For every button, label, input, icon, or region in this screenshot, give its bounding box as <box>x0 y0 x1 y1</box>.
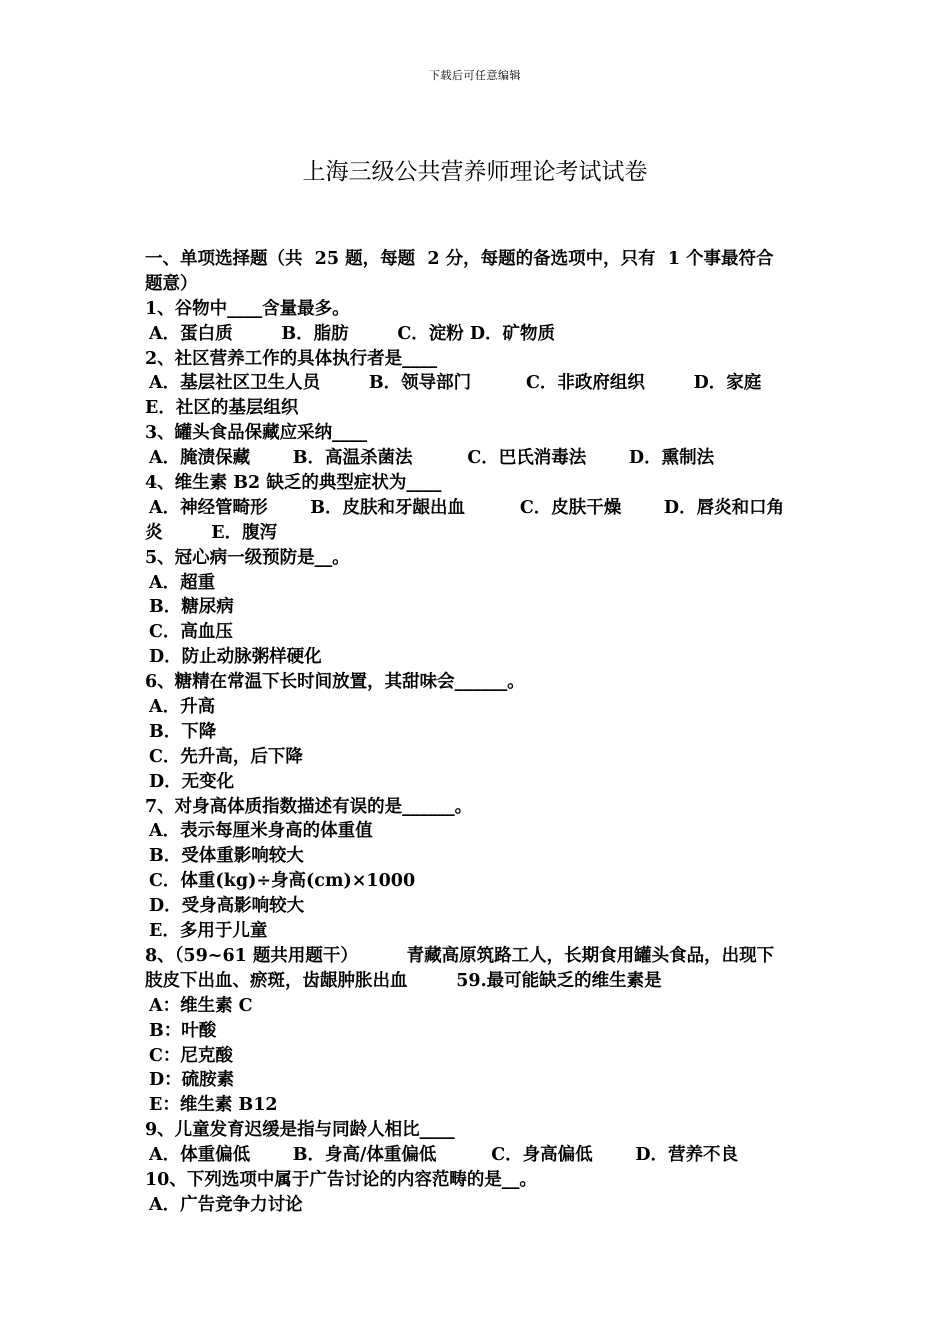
text-line: A．表示每厘米身高的体重值 <box>149 821 373 842</box>
text-line: 一、单项选择题（共 25 题，每题 2 分，每题的备选项中，只有 1 个事最符合 <box>145 249 774 269</box>
text-line: E：维生素 B12 <box>149 1095 278 1116</box>
text-line: 炎 E．腹泻 <box>145 522 278 543</box>
text-line: A．蛋白质 B．脂肪 C．淀粉 D．矿物质 <box>149 323 556 344</box>
text-line: 2、社区营养工作的具体执行者是____ <box>145 348 438 369</box>
text-line: B．下降 <box>149 721 217 742</box>
text-line: D．无变化 <box>149 771 235 792</box>
text-line: A．体重偏低 B．身高/体重偏低 C．身高偏低 D．营养不良 <box>149 1145 738 1166</box>
text-line: A．腌渍保藏 B．高温杀菌法 C．巴氏消毒法 D．熏制法 <box>149 448 715 469</box>
text-line: B：叶酸 <box>149 1020 217 1041</box>
text-line: B．受体重影响较大 <box>149 846 304 867</box>
text-line: D．受身高影响较大 <box>149 896 305 917</box>
text-line: 5、冠心病一级预防是__。 <box>145 547 350 568</box>
text-line: 肢皮下出血、瘀斑，齿龈肿胀出血 59.最可能缺乏的维生素是 <box>145 970 662 991</box>
text-line: C．先升高，后下降 <box>149 746 303 767</box>
text-line: D．防止动脉粥样硬化 <box>149 647 322 668</box>
text-line: A．基层社区卫生人员 B．领导部门 C．非政府组织 D．家庭 <box>149 373 762 394</box>
text-line: 6、糖精在常温下长时间放置，其甜味会______。 <box>145 672 525 693</box>
text-line: A：维生素 C <box>149 995 253 1016</box>
text-line: 4、维生素 B2 缺乏的典型症状为____ <box>145 473 442 494</box>
text-line: A．广告竞争力讨论 <box>149 1194 303 1215</box>
text-line: D：硫胺素 <box>149 1070 235 1091</box>
text-line: 9、儿童发育迟缓是指与同龄人相比____ <box>145 1120 455 1141</box>
text-line: C：尼克酸 <box>149 1045 233 1066</box>
text-line: 3、罐头食品保藏应采纳____ <box>145 423 368 444</box>
text-line: 题意） <box>145 273 198 294</box>
text-line: C．高血压 <box>149 622 233 643</box>
text-line: A．神经管畸形 B．皮肤和牙龈出血 C．皮肤干燥 D．唇炎和口角 <box>149 497 785 518</box>
document-title: 上海三级公共营养师理论考试试卷 <box>302 159 648 185</box>
exam-content <box>145 247 810 1218</box>
text-line: 10、下列选项中属于广告讨论的内容范畴的是__。 <box>145 1169 537 1190</box>
text-line: B．糖尿病 <box>149 597 234 618</box>
text-line: 1、谷物中____含量最多。 <box>145 298 350 319</box>
text-line: A．升高 <box>149 697 216 718</box>
header-note: 下载后可任意编辑 <box>429 69 521 82</box>
text-line: E．社区的基层组织 <box>145 398 299 419</box>
text-line: 8、（59~61 题共用题干） 青藏高原筑路工人，长期食用罐头食品，出现下 <box>145 945 775 966</box>
text-line: C．体重(kg)÷身高(cm)×1000 <box>149 871 416 892</box>
text-line: E．多用于儿童 <box>149 921 268 942</box>
text-line: 7、对身高体质指数描述有误的是______。 <box>145 796 473 817</box>
text-line: A．超重 <box>149 572 216 593</box>
